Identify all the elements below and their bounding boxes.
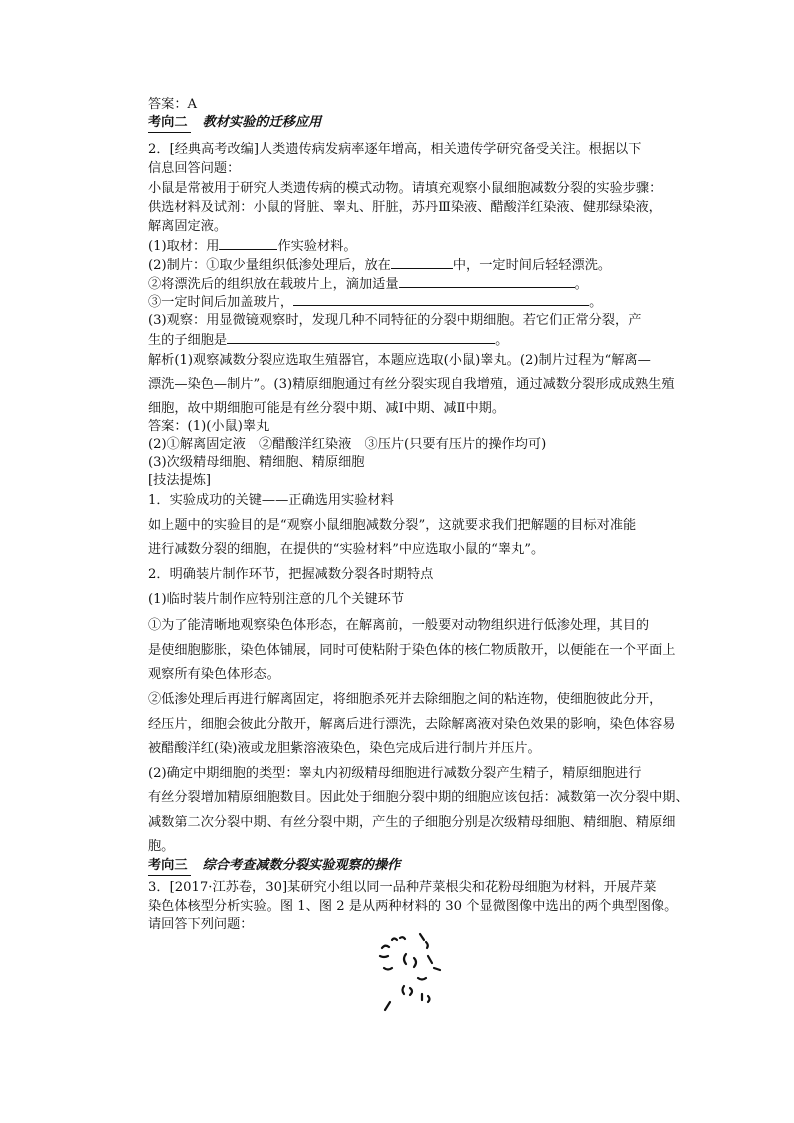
step-text: 。 <box>495 333 509 348</box>
answer-line: 答案：(1)(小鼠)睾丸 <box>148 419 270 434</box>
chromosome-mark <box>384 968 392 970</box>
chromosome-mark <box>380 956 388 957</box>
question-step <box>148 331 508 350</box>
technique-text: ②低渗处理后再进行解离固定，将细胞杀死并去除细胞之间的粘连物，使细胞彼此分开， <box>148 692 663 707</box>
technique-text: 胞。 <box>148 839 175 854</box>
question-line: 小鼠是常被用于研究人类遗传病的模式动物。请填充观察小鼠细胞减数分裂的实验步骤： <box>148 181 663 196</box>
technique-text: ①为了能清晰地观察染色体形态，在解离前，一般要对动物组织进行低渗处理，其目的 <box>148 618 650 633</box>
analysis-line: 漂洗—染色—制片”。(3)精原细胞通过有丝分裂实现自我增殖，通过减数分裂形成成熟生殖 <box>148 377 675 392</box>
chromosome-mark <box>428 996 430 1002</box>
answer-blank <box>219 237 277 250</box>
step-text: 生的子细胞是 <box>148 333 228 348</box>
step-text: ③一定时间后加盖玻片， <box>148 295 294 310</box>
question-line: 请回答下列问题： <box>148 917 254 932</box>
step-text: (1)取材：用 <box>148 239 220 254</box>
answer-blank <box>227 331 495 344</box>
technique-text: 如上题中的实验目的是“观察小鼠细胞减数分裂”，这就要求我们把解题的目标对准能 <box>148 518 637 533</box>
chromosome-mark <box>400 937 405 939</box>
step-text: 中，一定时间后轻轻漂洗。 <box>452 258 612 273</box>
analysis-line: 解析(1)观察减数分裂应选取生殖器官，本题应选取(小鼠)睾丸。(2)制片过程为“解离— <box>148 353 651 368</box>
section-title: 综合考查减数分裂实验观察的操作 <box>202 858 401 873</box>
chromosome-mark <box>426 942 428 948</box>
question-line: 供选材料及试剂：小鼠的肾脏、睾丸、肝脏，苏丹Ⅲ染液、醋酸洋红染液、健那绿染液， <box>148 200 662 215</box>
chromosome-mark <box>382 946 389 948</box>
technique-text: 减数第二次分裂中期、有丝分裂中期，产生的子细胞分别是次级精母细胞、精细胞、精原细 <box>148 815 676 830</box>
question-line: 信息回答问题： <box>148 161 241 176</box>
step-text: 。 <box>574 277 588 292</box>
question-line: 解离固定液。 <box>148 219 228 234</box>
section-title: 教材实验的迁移应用 <box>202 115 322 130</box>
section-tag: 考向二 <box>148 114 191 133</box>
question-step <box>148 237 357 256</box>
chromosome-mark <box>385 1002 390 1010</box>
section-tag: 考向三 <box>148 857 191 876</box>
step-text: 作实验材料。 <box>277 239 357 254</box>
chromosome-mark <box>428 956 432 963</box>
answer-blank <box>391 256 453 269</box>
analysis-line: 细胞，故中期细胞可能是有丝分裂中期、减Ⅰ中期、减Ⅱ中期。 <box>148 401 506 416</box>
answer-blank <box>399 275 575 288</box>
technique-text: (1)临时装片制作应特别注意的几个关键环节 <box>148 592 405 607</box>
chromosome-mark <box>404 954 406 964</box>
technique-text: 被醋酸洋红(染)液或龙胆紫溶液染色，染色完成后进行制片并压片。 <box>148 741 541 756</box>
chromosome-mark <box>434 968 440 970</box>
technique-text: 经压片，细胞会彼此分散开，解离后进行漂洗，去除解离液对染色效果的影响，染色体容易 <box>148 717 676 732</box>
answer-blank <box>293 293 589 306</box>
chromosome-mark <box>392 939 397 941</box>
technique-text: (2)确定中期细胞的类型：睾丸内初级精母细胞进行减数分裂产生精子，精原细胞进行 <box>148 766 642 781</box>
step-text: 。 <box>589 295 603 310</box>
section-header-q2 <box>148 114 321 133</box>
step-text: (2)制片：①取少量组织低渗处理后，放在 <box>148 258 391 273</box>
answer-line: 答案：A <box>148 97 198 112</box>
step-text: ②将漂洗后的组织放在载玻片上，滴加适量 <box>148 277 399 292</box>
answer-line: (3)次级精母细胞、精细胞、精原细胞 <box>148 455 365 470</box>
question-step <box>148 256 611 275</box>
technique-text: 是使细胞膨胀，染色体铺展，同时可使粘附于染色体的核仁物质散开，以便能在一个平面上 <box>148 643 676 658</box>
chromosome-mark <box>414 958 416 967</box>
technique-heading: [技法提炼] <box>148 473 212 488</box>
question-line: 2．[经典高考改编]人类遗传病发病率逐年增高，相关遗传学研究备受关注。根据以下 <box>148 142 642 157</box>
technique-point: 2．明确装片制作环节，把握减数分裂各时期特点 <box>148 567 434 582</box>
question-line: 3．[2017·江苏卷，30]某研究小组以同一品种芹菜根尖和花粉母细胞为材料，开展芹菜 <box>148 880 657 895</box>
section-header-q3 <box>148 857 400 876</box>
question-line: 染色体核型分析实验。图 1、图 2 是从两种材料的 30 个显微图像中选出的两个典型图像。 <box>148 899 678 914</box>
chromosome-mark <box>420 934 424 940</box>
technique-text: 观察所有染色体形态。 <box>148 667 280 682</box>
chromosome-micrograph-figure <box>370 926 450 1021</box>
question-line: (3)观察：用显微镜观察时，发现几种不同特征的分裂中期细胞。若它们正常分裂，产 <box>148 313 642 328</box>
answer-line: (2)①解离固定液 ②醋酸洋红染液 ③压片(只要有压片的操作均可) <box>148 437 547 452</box>
question-step <box>148 293 602 312</box>
technique-point: 1．实验成功的关键——正确选用实验材料 <box>148 493 394 508</box>
question-step <box>148 275 588 294</box>
chromosome-mark <box>418 978 426 980</box>
technique-text: 有丝分裂增加精原细胞数目。因此处于细胞分裂中期的细胞应该包括：减数第一次分裂中期、 <box>148 790 689 805</box>
chromosome-mark <box>410 988 412 995</box>
chromosome-mark <box>403 986 405 994</box>
technique-text: 进行减数分裂的细胞，在提供的“实验材料”中应选取小鼠的“睾丸”。 <box>148 542 545 557</box>
